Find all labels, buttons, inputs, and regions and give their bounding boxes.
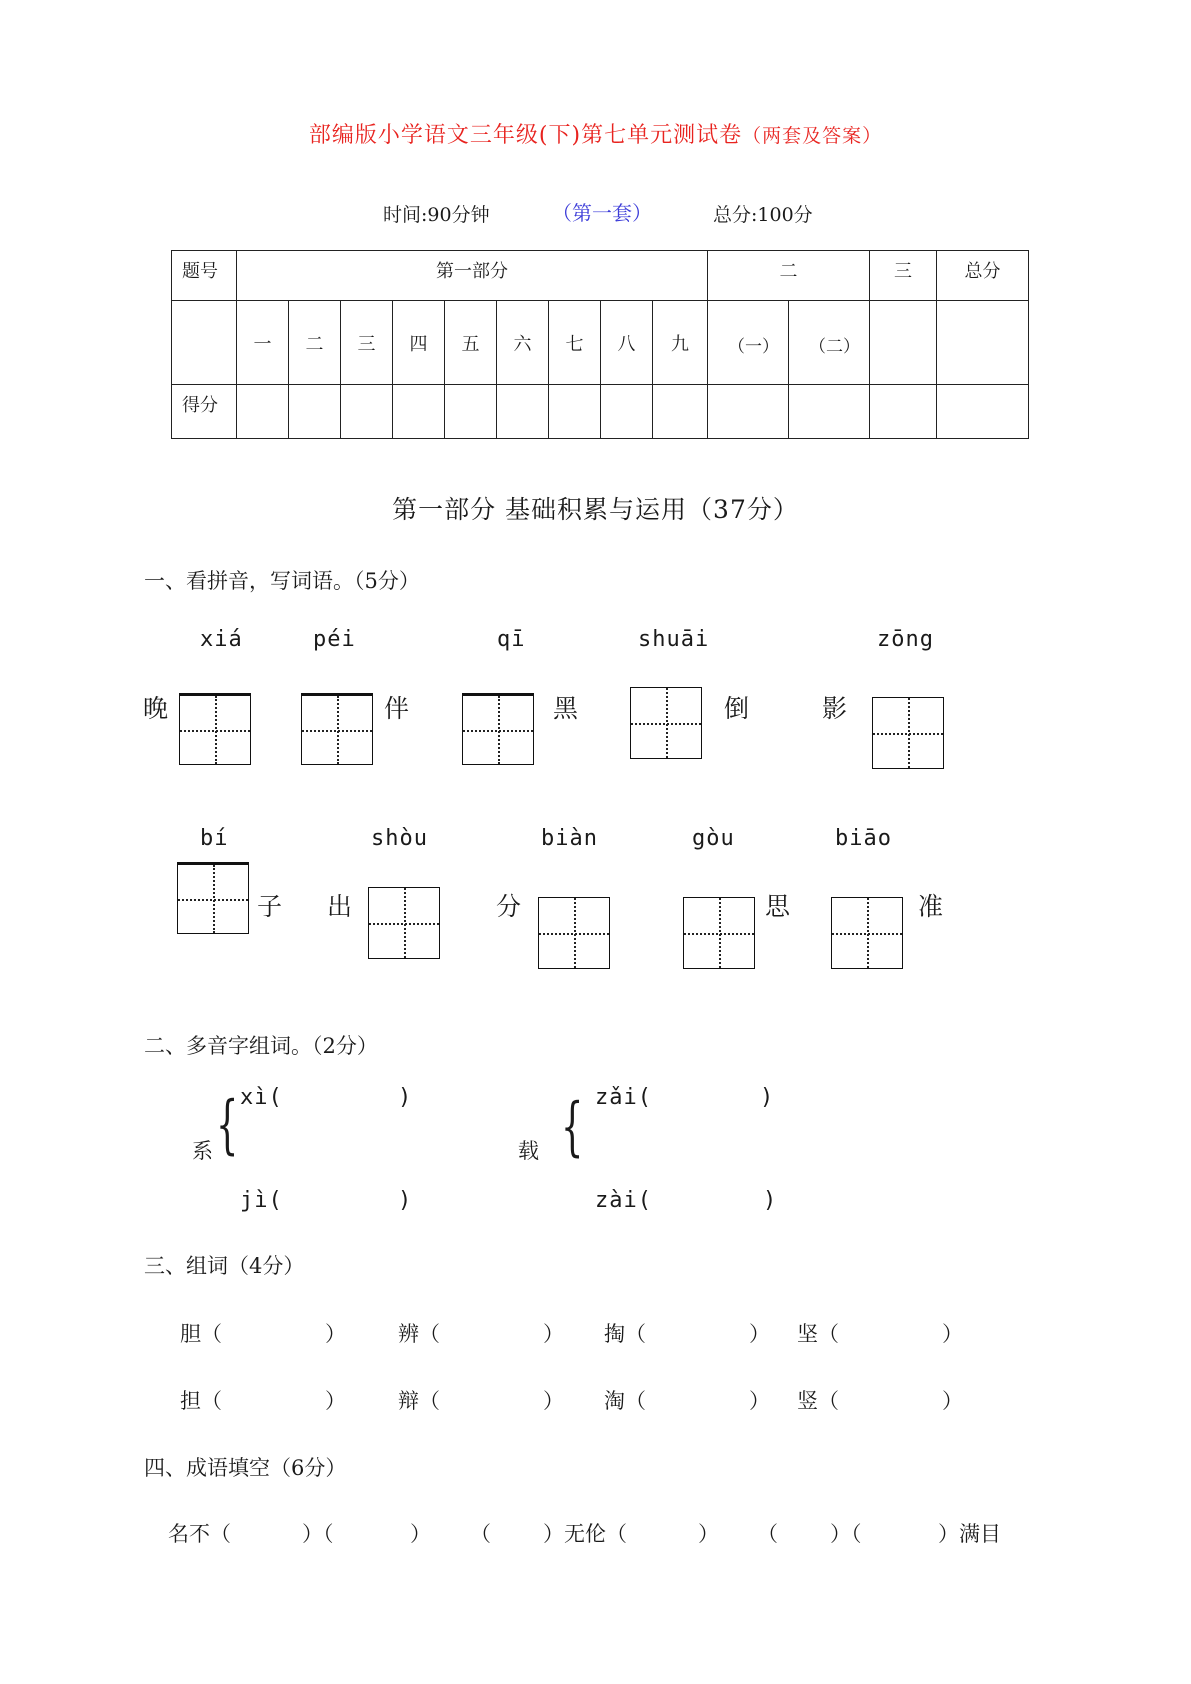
polyphone-char: 系 [192,1139,213,1163]
score-input-cell [708,385,789,439]
score-col: 一 [237,301,289,385]
writing-box[interactable] [872,697,944,769]
idiom-fragment: （ [470,1522,491,1546]
pinyin-label: biāo [835,826,892,851]
close-paren: ) [760,1085,775,1110]
score-total: 总分 [937,251,1029,301]
score-input-cell [445,385,497,439]
pinyin-label: shòu [371,826,428,851]
close-paren: ） [749,1322,770,1346]
writing-box[interactable] [177,862,249,934]
score-input-cell [497,385,549,439]
score-col: 三 [341,301,393,385]
score-input-cell [289,385,341,439]
score-input-cell [393,385,445,439]
writing-box[interactable] [831,897,903,969]
pinyin-label: shuāi [638,627,710,652]
score-input-cell [653,385,708,439]
score-col: 四 [393,301,445,385]
score-col: 九 [653,301,708,385]
part1-title: 第一部分 基础积累与运用（37分） [392,495,799,524]
word-prompt: 担（ [180,1389,222,1413]
q4-heading: 四、成语填空（6分） [144,1456,347,1480]
idiom-fragment: ）满目 [938,1522,1001,1546]
writing-box[interactable] [301,693,373,765]
writing-box[interactable] [683,897,755,969]
close-paren: ） [543,1322,564,1346]
word-prompt: 竖（ [797,1389,839,1413]
writing-box[interactable] [630,687,702,759]
score-col-sub2: （二） [789,301,870,385]
idiom-fragment: ） [698,1522,719,1546]
pinyin-label: zài( [595,1188,652,1213]
score-input-cell [789,385,870,439]
close-paren: ） [543,1389,564,1413]
pinyin-label: biàn [541,826,598,851]
pinyin-label: jì( [240,1188,283,1213]
score-label-question: 题号 [172,251,237,301]
score-col: 八 [601,301,653,385]
writing-box[interactable] [179,693,251,765]
exam-set: （第一套） [552,201,652,225]
idiom-fragment: ）（ [830,1522,862,1546]
word-prompt: 辨（ [398,1322,440,1346]
brace-icon: { [561,1090,584,1164]
given-char: 黑 [553,694,579,723]
score-cell [172,301,237,385]
score-input-cell [870,385,937,439]
close-paren: ） [325,1389,346,1413]
score-part1: 第一部分 [237,251,708,301]
given-char: 思 [765,892,791,921]
polyphone-char: 载 [518,1139,539,1163]
close-paren: ） [942,1322,963,1346]
given-char: 分 [496,892,522,921]
close-paren: ) [398,1188,413,1213]
score-part3: 三 [870,251,937,301]
close-paren: ) [398,1085,413,1110]
score-table [171,250,1029,439]
score-col-sub1: （一） [708,301,789,385]
writing-box[interactable] [538,897,610,969]
given-char: 晚 [143,694,169,723]
writing-box[interactable] [462,693,534,765]
given-char: 倒 [724,694,750,723]
word-prompt: 掏（ [604,1322,646,1346]
exam-time: 时间:90分钟 [383,204,490,226]
pinyin-label: zǎi( [595,1085,652,1110]
given-char: 出 [327,892,353,921]
exam-total: 总分:100分 [713,204,813,226]
pinyin-label: bí [200,826,229,851]
pinyin-label: xiá [200,627,243,652]
score-col: 七 [549,301,601,385]
q2-heading: 二、多音字组词。（2分） [144,1034,378,1058]
q1-heading: 一、看拼音，写词语。（5分） [144,569,420,593]
idiom-fragment: 名不（ [168,1522,231,1546]
score-col: 五 [445,301,497,385]
pinyin-label: xì( [240,1085,283,1110]
given-char: 伴 [384,694,410,723]
score-input-cell [937,385,1029,439]
given-char: 影 [822,694,848,723]
score-col: 二 [289,301,341,385]
pinyin-label: qī [497,627,526,652]
idiom-fragment: （ [757,1522,778,1546]
word-prompt: 胆（ [180,1322,222,1346]
score-part2: 二 [708,251,870,301]
score-label-points: 得分 [172,385,237,439]
pinyin-label: zōng [877,627,934,652]
close-paren: ） [325,1322,346,1346]
close-paren: ） [749,1389,770,1413]
score-input-cell [549,385,601,439]
idiom-fragment: ） [410,1522,431,1546]
given-char: 子 [257,892,283,921]
close-paren: ） [942,1389,963,1413]
pinyin-label: péi [313,627,356,652]
given-char: 准 [918,892,944,921]
score-cell [937,301,1029,385]
score-input-cell [237,385,289,439]
score-input-cell [601,385,653,439]
idiom-fragment: ）（ [302,1522,334,1546]
document-title: 部编版小学语文三年级(下)第七单元测试卷（两套及答案） [308,123,883,148]
word-prompt: 坚（ [797,1322,839,1346]
score-col: 六 [497,301,549,385]
pinyin-label: gòu [692,826,735,851]
idiom-fragment: ）无伦（ [543,1522,627,1546]
score-cell [870,301,937,385]
brace-icon: { [216,1088,239,1162]
word-prompt: 淘（ [604,1389,646,1413]
score-input-cell [341,385,393,439]
word-prompt: 辩（ [398,1389,440,1413]
q3-heading: 三、组词（4分） [144,1254,305,1278]
close-paren: ) [763,1188,778,1213]
writing-box[interactable] [368,887,440,959]
